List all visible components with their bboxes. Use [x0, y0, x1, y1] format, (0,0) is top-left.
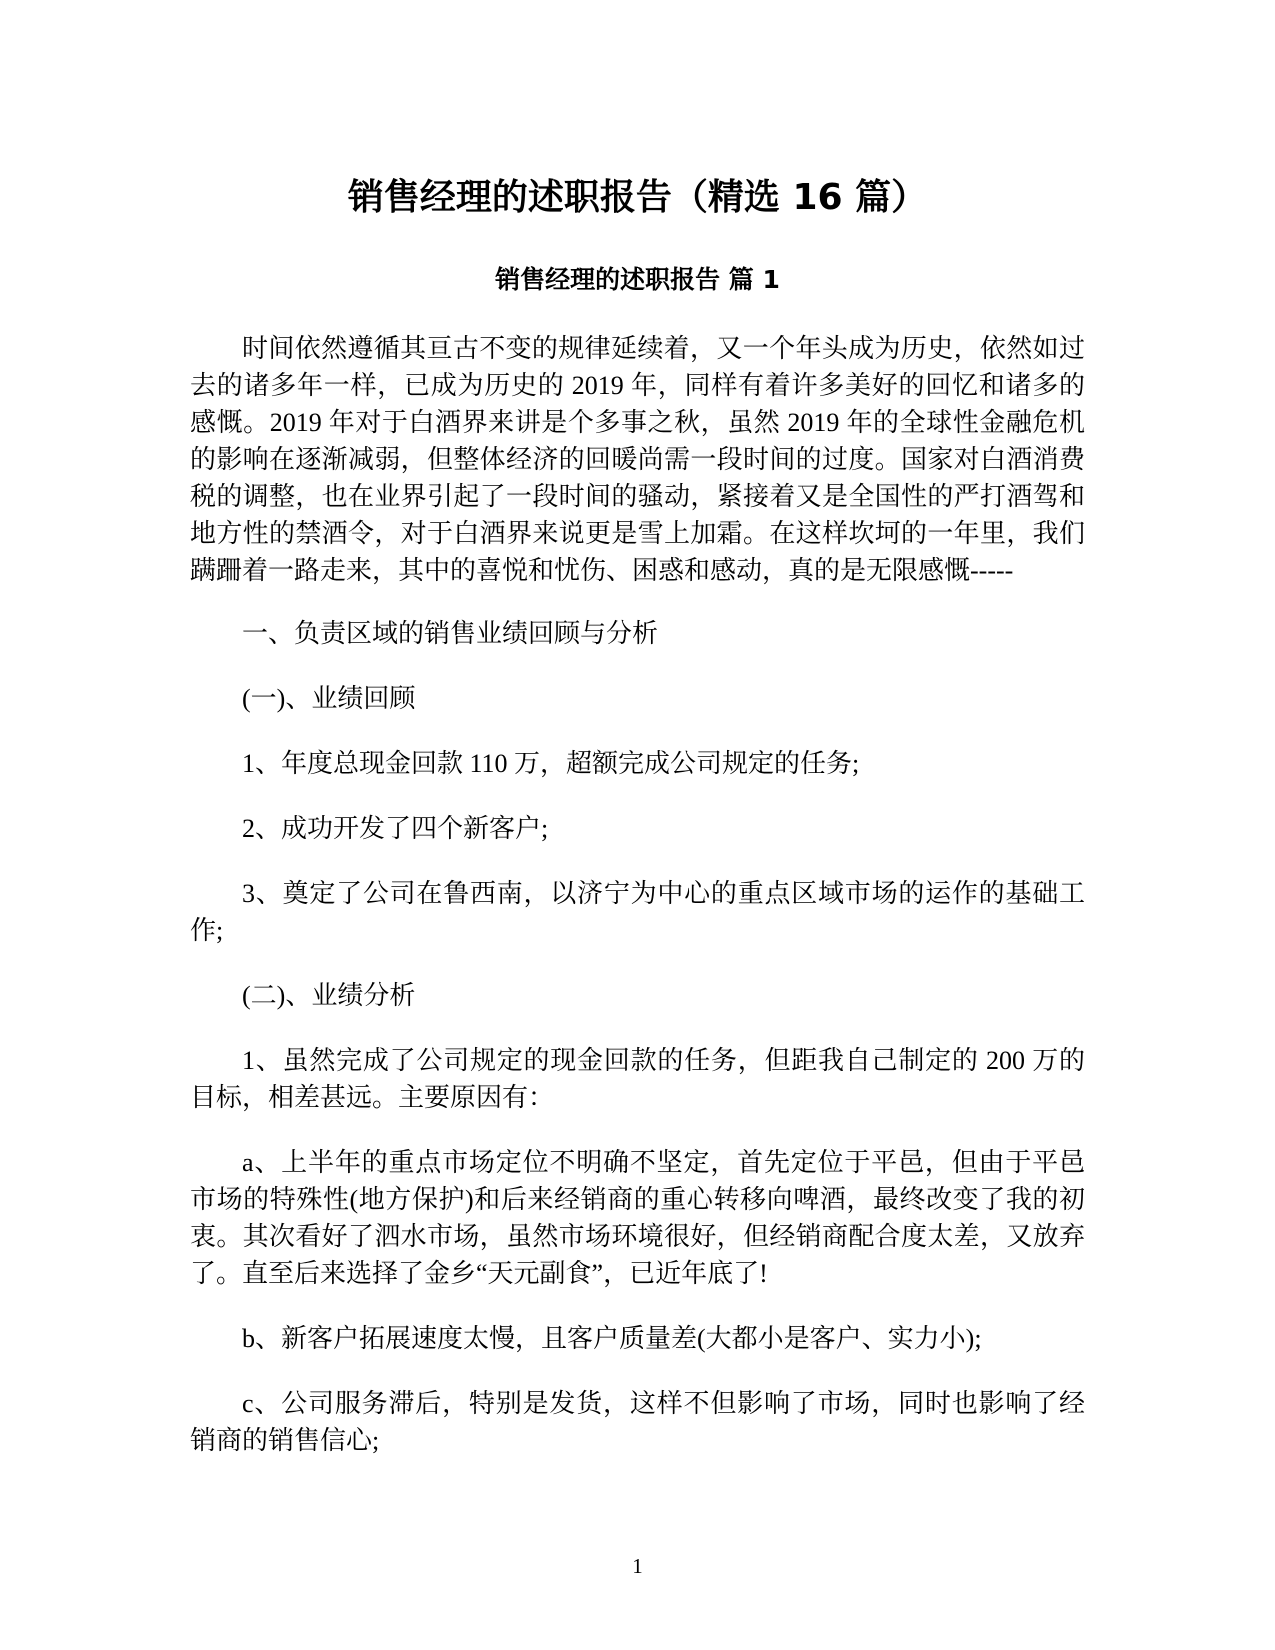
list-item: b、新客户拓展速度太慢，且客户质量差(大都小是客户、实力小);: [242, 1324, 982, 1353]
list-item: 1、虽然完成了公司规定的现金回款的任务，但距我自己制定的 200 万的目标，相差甚远。主要原因有：: [190, 1046, 1085, 1112]
page-number: 1: [632, 1554, 643, 1578]
body-paragraph: 时间依然遵循其亘古不变的规律延续着，又一个年头成为历史，依然如过去的诸多年一样，已成为历史的 2019 年，同样有着许多美好的回忆和诸多的感慨。2019 年对于白酒界来讲是个多事之秋，虽然 2019 年的全球性金融危机的影响在逐渐减弱，但整体经济的回暖尚需一段时间的过度。国家对白酒消费税的调整，也在业界引起了一段时间的骚动，紧接着又是全国性的严打酒驾和地方性的禁酒令，对于白酒界来说更是雪上加霜。在这样坎坷的一年里，我们蹒跚着一路走来，其中的喜悦和忧伤、困惑和感动，真的是无限感慨-----: [190, 334, 1085, 585]
document-body: [190, 330, 1085, 1487]
section-subtitle: 销售经理的述职报告 篇 1: [495, 265, 780, 294]
section-heading: 一、负责区域的销售业绩回顾与分析: [242, 619, 659, 648]
list-item: 2、成功开发了四个新客户;: [242, 814, 549, 843]
subsection-heading: (一)、业绩回顾: [242, 684, 416, 713]
list-item: 1、年度总现金回款 110 万，超额完成公司规定的任务;: [242, 749, 860, 778]
list-item: a、上半年的重点市场定位不明确不坚定，首先定位于平邑，但由于平邑市场的特殊性(地方保护)和后来经销商的重心转移向啤酒，最终改变了我的初衷。其次看好了泗水市场，虽然市场环境很好，但经销商配合度太差，又放弃了。直至后来选择了金乡“天元副食”，已近年底了!: [190, 1148, 1085, 1288]
list-item: c、公司服务滞后，特别是发货，这样不但影响了市场，同时也影响了经销商的销售信心;: [190, 1389, 1085, 1455]
document-title: 销售经理的述职报告（精选 16 篇）: [347, 177, 928, 218]
list-item: 3、奠定了公司在鲁西南，以济宁为中心的重点区域市场的运作的基础工作;: [190, 879, 1085, 945]
subsection-heading: (二)、业绩分析: [242, 981, 416, 1010]
